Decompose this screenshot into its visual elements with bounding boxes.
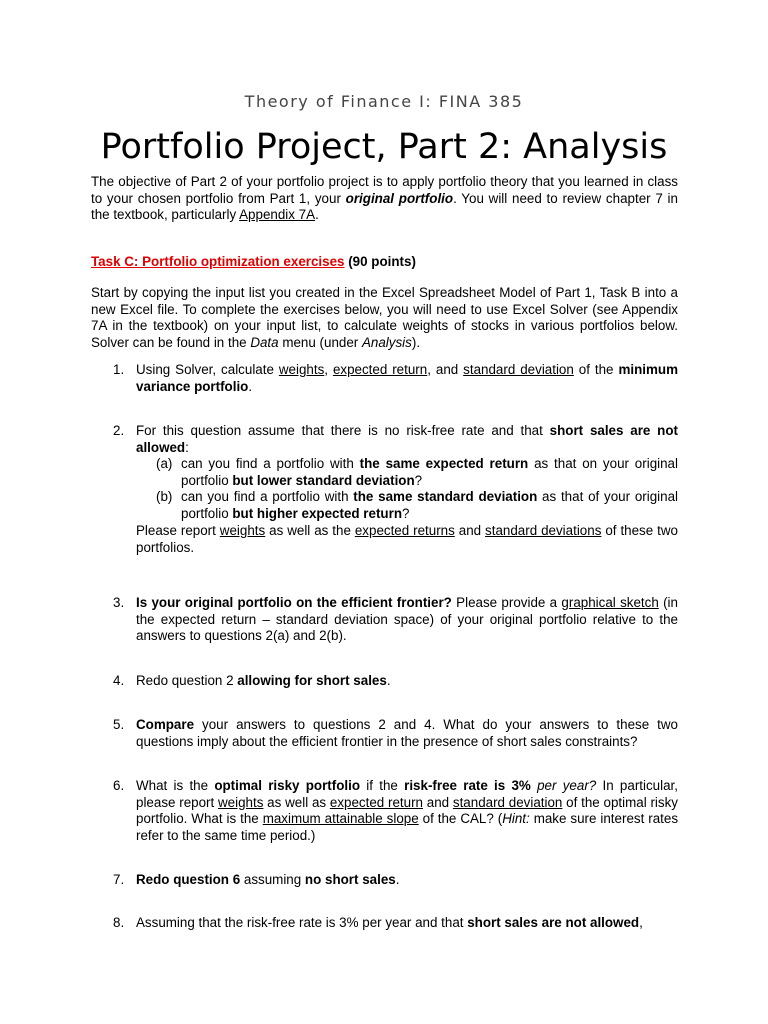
question-text: For this question assume that there is no risk-free rate and that short sales are not allowed: (a) can you find a portfolio with the same expected return as that on your original portfolio but lower standard deviation? (b) can you find a portfolio with the same standard deviation as that of your original portfolio but higher expected return? Please report weights as well as the expected returns and standard deviations of these two portfolios.: [136, 423, 678, 555]
list-number: 2.: [113, 423, 125, 438]
course-name: Theory of Finance I: FINA 385: [244, 92, 524, 111]
list-number: 8.: [113, 915, 125, 930]
list-number: 4.: [113, 673, 125, 688]
sub-question-b: (b) can you find a portfolio with the same standard deviation as that of your original portfolio but higher expected return?: [156, 489, 678, 521]
sub-question-a: (a) can you find a portfolio with the same expected return as that on your original portfolio but lower standard deviation?: [156, 456, 678, 488]
question-text: Assuming that the risk-free rate is 3% per year and that short sales are not allowed,: [136, 915, 643, 930]
instructions-paragraph: Start by copying the input list you created in the Excel Spreadsheet Model of Part 1, Task B into a new Excel file. To complete the exercises below, you will need to use Excel Solver (see Appendix 7A in the textbook) on your input list, to calculate weights of stocks in various portfolios below. Solver can be found in the Data menu (under Analysis).: [91, 285, 678, 350]
question-text: Compare your answers to questions 2 and 4. What do your answers to these two questions imply about the efficient frontier in the presence of short sales constraints?: [136, 717, 678, 749]
question-text: Using Solver, calculate weights, expected return, and standard deviation of the minimum variance portfolio.: [136, 362, 678, 394]
question-text: Redo question 2 allowing for short sales.: [136, 673, 391, 688]
intro-paragraph: The objective of Part 2 of your portfolio project is to apply portfolio theory that you learned in class to your chosen portfolio from Part 1, your original portfolio. You will need to review chapter 7 in the textbook, particularly Appendix 7A.: [91, 174, 678, 222]
question-text: What is the optimal risky portfolio if the risk-free rate is 3% per year? In particular, please report weights as well as expected return and standard deviation of the optimal risky portfolio. What is the maximum attainable slope of the CAL? (Hint: make sure interest rates refer to the same time period.): [136, 778, 679, 843]
list-number: 5.: [113, 717, 125, 732]
question-text: Is your original portfolio on the efficient frontier? Please provide a graphical sketch (in the expected return – standard deviation space) of your original portfolio relative to the answers to questions 2(a) and 2(b).: [136, 595, 678, 643]
task-heading: [91, 254, 678, 271]
list-number: 1.: [113, 362, 125, 377]
question-text: Redo question 6 assuming no short sales.: [136, 872, 400, 887]
task-title: Task C: Portfolio optimization exercises: [91, 254, 345, 269]
list-number: 7.: [113, 872, 125, 887]
appendix-reference: Appendix 7A: [239, 207, 316, 222]
list-number: 3.: [113, 595, 125, 610]
original-portfolio-term: original portfolio: [345, 190, 454, 206]
task-points: (90 points): [344, 254, 416, 269]
page-title: Portfolio Project, Part 2: Analysis: [100, 127, 668, 167]
list-number: 6.: [113, 778, 125, 793]
